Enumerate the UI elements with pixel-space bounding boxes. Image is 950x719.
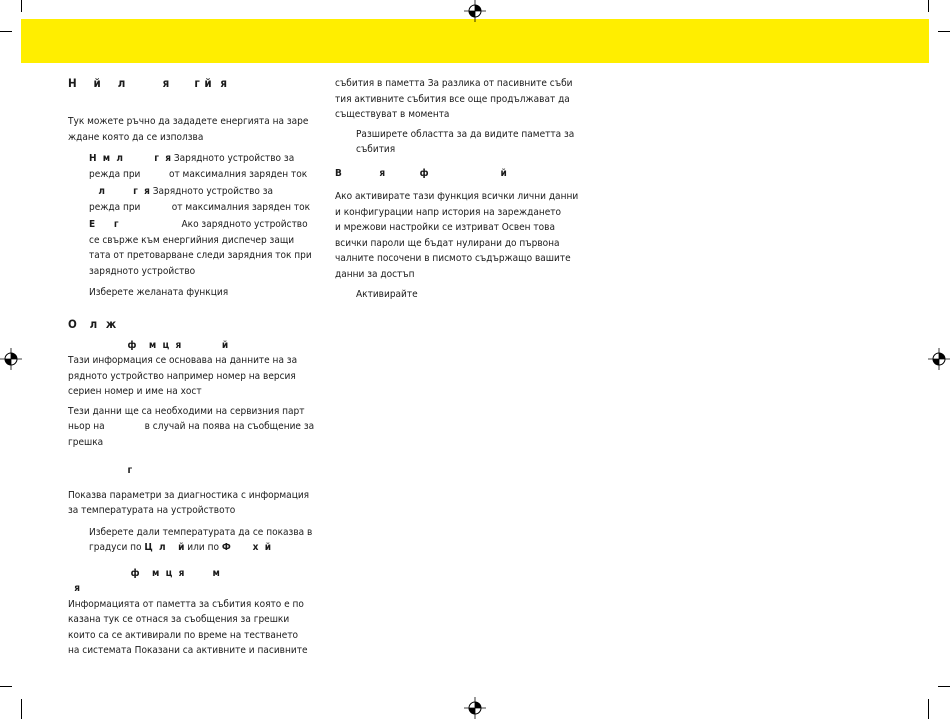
diag-line-2: за температурата на устройството bbox=[68, 505, 236, 516]
option-energy-manager-line2: се свърже към енергийния диспечер защи bbox=[89, 234, 295, 246]
info-line-3: сериен номер и име на хост bbox=[68, 386, 202, 397]
right-column bbox=[335, 76, 585, 303]
option-energy-manager-line4: зарядното устройство bbox=[89, 265, 196, 277]
option-reduced-line2: режда при от максималния заряден ток bbox=[89, 201, 311, 213]
mem-line-4: на системата Показани са активните и пасивните bbox=[68, 645, 308, 656]
heading-factory-reset: В я ф й bbox=[335, 167, 507, 179]
subheading-diagnostics: г bbox=[68, 465, 133, 476]
heading-overview: О л ж bbox=[68, 316, 117, 331]
subheading-device-info: ф м ц я й bbox=[68, 339, 229, 351]
service-line-1: Тези данни ще са необходими на сервизния парт bbox=[68, 405, 305, 417]
reset-line-6: данни за достъп bbox=[335, 268, 415, 280]
crop-mark-top-left-v bbox=[21, 0, 22, 12]
mem-line-1: Информацията от паметта за събития която е по bbox=[68, 598, 304, 610]
diag-line-1: Показва параметри за диагностика с информация bbox=[68, 489, 310, 501]
registration-mark-right-icon bbox=[928, 348, 950, 370]
intro-line-1: Тук можете ръчно да зададете енергията на заре bbox=[68, 116, 309, 127]
option-normal: Н м л г я Зарядното устройство за bbox=[89, 153, 295, 164]
option-energy-manager: Е г Ако зарядното устройство bbox=[89, 219, 308, 230]
reset-line-3: и мрежови настройки се изтриват Освен това bbox=[335, 222, 555, 233]
activate-step: Активирайте bbox=[356, 289, 418, 300]
option-reduced: л г я Зарядното устройство за bbox=[89, 186, 274, 197]
info-line-2: рядното устройство например номер на версия bbox=[68, 370, 296, 382]
reset-line-2: и конфигурации напр история на зареждането bbox=[335, 206, 562, 218]
service-line-3: грешка bbox=[68, 436, 104, 448]
intro-line-2: ждане която да се използва bbox=[68, 131, 204, 143]
subheading-event-memory: ф м ц я м bbox=[68, 567, 220, 579]
heading-manual-energy: Н й л я г й я bbox=[68, 76, 228, 90]
registration-mark-bottom-icon bbox=[464, 697, 486, 719]
subheading-event-memory-line2: я bbox=[68, 583, 81, 594]
temp-unit-options: градуси по Ц л й или по Ф х й bbox=[89, 542, 272, 553]
left-column bbox=[68, 76, 322, 659]
option-normal-line2: режда при от максималния заряден ток bbox=[89, 168, 308, 180]
mem-line-3: които са се активирали по време на тестването bbox=[68, 629, 299, 641]
select-function-step: Изберете желаната функция bbox=[89, 287, 229, 298]
crop-mark-top-right-v bbox=[928, 0, 929, 12]
mem-line-2: казана тук се отнася за съобщения за грешки bbox=[68, 614, 290, 625]
crop-mark-bottom-right-v bbox=[928, 699, 929, 719]
header-band bbox=[21, 19, 929, 63]
events-line-2: тия активните събития все още продължават да bbox=[335, 93, 570, 105]
reset-line-5: чалните посочени в писмото съдържащо вашите bbox=[335, 253, 571, 264]
info-line-1: Тази информация се основава на данните на за bbox=[68, 355, 298, 366]
crop-mark-bottom-right-h bbox=[938, 686, 950, 687]
crop-mark-top-left-h bbox=[0, 31, 12, 32]
crop-mark-bottom-left-v bbox=[21, 699, 22, 719]
reset-line-4: всички пароли ще бъдат нулирани до първона bbox=[335, 237, 560, 249]
reset-line-1: Ако активирате тази функция всички лични данни bbox=[335, 191, 579, 202]
crop-mark-bottom-left-h bbox=[0, 686, 12, 687]
expand-step-line-2: събития bbox=[356, 144, 396, 155]
registration-mark-left-icon bbox=[0, 348, 22, 370]
crop-mark-top-right-h bbox=[938, 31, 950, 32]
temp-unit-step: Изберете дали температурата да се показва в bbox=[89, 526, 313, 538]
registration-mark-top-icon bbox=[464, 0, 486, 22]
service-line-2: ньор на в случай на поява на съобщение за bbox=[68, 421, 315, 432]
expand-step-line-1: Разширете областта за да видите паметта за bbox=[356, 128, 575, 140]
option-energy-manager-line3: тата от претоварване следи зарядния ток при bbox=[89, 250, 312, 261]
events-line-1: събития в паметта За разлика от пасивните съби bbox=[335, 78, 573, 89]
events-line-3: съществуват в момента bbox=[335, 109, 450, 120]
